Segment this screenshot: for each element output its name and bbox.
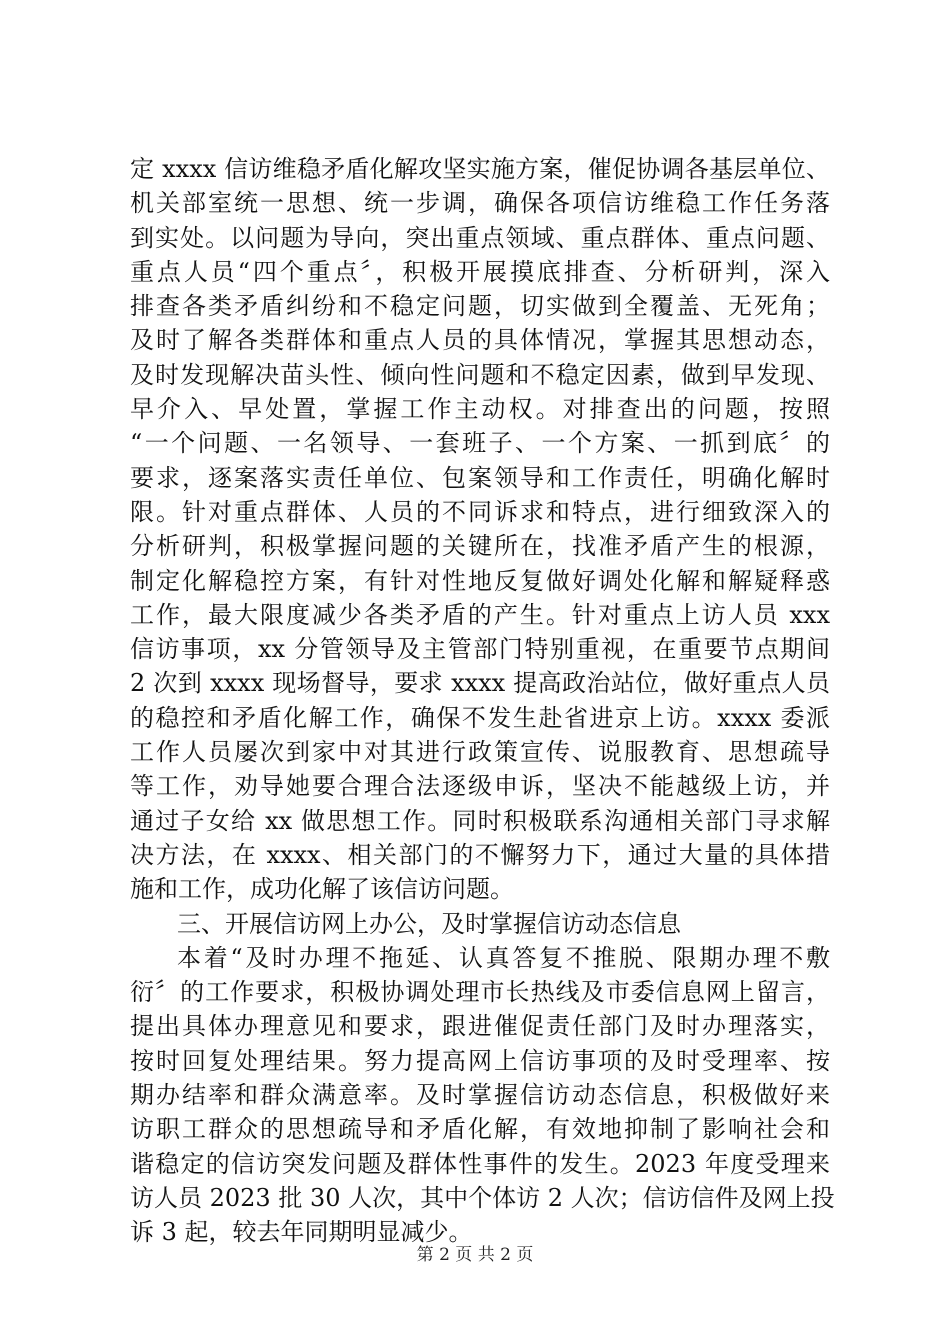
document-body [130, 152, 835, 1250]
body-line: 决方法，在 xxxx、相关部门的不懈努力下，通过大量的具体措 [130, 840, 830, 869]
body-line: 工作人员屡次到家中对其进行政策宣传、说服教育、思想疏导 [130, 738, 830, 767]
section-line: 诉 3 起，较去年同期明显减少。 [130, 1218, 473, 1247]
body-line: “一个问题、一名领导、一套班子、一个方案、一抓到底〞的 [130, 429, 830, 458]
section-line: 提出具体办理意见和要求，跟进催促责任部门及时办理落实， [130, 1012, 830, 1041]
body-line: 要求，逐案落实责任单位、包案领导和工作责任，明确化解时 [130, 463, 830, 492]
body-line: 的稳控和矛盾化解工作，确保不发生赴省进京上访。xxxx 委派 [130, 703, 830, 732]
section-heading: 三、开展信访网上办公，及时掌握信访动态信息 [177, 909, 681, 938]
body-line: 机关部室统一思想、统一步调，确保各项信访维稳工作任务落 [130, 189, 830, 218]
body-line: 通过子女给 xx 做思想工作。同时积极联系沟通相关部门寻求解 [130, 806, 830, 835]
body-line: 施和工作，成功化解了该信访问题。 [130, 875, 514, 904]
page-number-footer: 第 2 页 共 2 页 [416, 1245, 534, 1265]
body-line: 重点人员“四个重点〞，积极开展摸底排查、分析研判，深入 [130, 257, 830, 286]
body-line: 信访事项，xx 分管领导及主管部门特别重视，在重要节点期间 [130, 635, 830, 664]
body-line: 工作，最大限度减少各类矛盾的产生。针对重点上访人员 xxx [130, 600, 830, 629]
section-line: 本着“及时办理不拖延、认真答复不推脱、限期办理不敷 [177, 943, 830, 972]
section-line: 访职工群众的思想疏导和矛盾化解，有效地抑制了影响社会和 [130, 1115, 830, 1144]
body-line: 等工作，劝导她要合理合法逐级申诉，坚决不能越级上访，并 [130, 772, 830, 801]
body-line: 到实处。以问题为导向，突出重点领域、重点群体、重点问题、 [130, 223, 830, 252]
body-line: 限。针对重点群体、人员的不同诉求和特点，进行细致深入的 [130, 497, 830, 526]
body-line: 2 次到 xxxx 现场督导，要求 xxxx 提高政治站位，做好重点人员 [130, 669, 830, 698]
body-line: 早介入、早处置，掌握工作主动权。对排查出的问题，按照 [130, 395, 830, 424]
body-line: 定 xxxx 信访维稳矛盾化解攻坚实施方案，催促协调各基层单位、 [130, 155, 830, 183]
section-line: 访人员 2023 批 30 人次，其中个体访 2 人次；信访信件及网上投 [130, 1183, 835, 1212]
body-line: 排查各类矛盾纠纷和不稳定问题，切实做到全覆盖、无死角； [130, 292, 830, 321]
section-line: 谐稳定的信访突发问题及群体性事件的发生。2023 年度受理来 [130, 1149, 830, 1178]
body-line: 分析研判，积极掌握问题的关键所在，找准矛盾产生的根源， [130, 532, 830, 561]
body-line: 及时发现解决苗头性、倾向性问题和不稳定因素，做到早发现、 [130, 360, 830, 389]
body-line: 制定化解稳控方案，有针对性地反复做好调处化解和解疑释惑 [130, 566, 830, 595]
body-line: 及时了解各类群体和重点人员的具体情况，掌握其思想动态， [130, 326, 830, 355]
section-line: 期办结率和群众满意率。及时掌握信访动态信息，积极做好来 [130, 1081, 830, 1110]
section-line: 衍〞的工作要求，积极协调处理市长热线及市委信息网上留言， [130, 978, 830, 1007]
section-line: 按时回复处理结果。努力提高网上信访事项的及时受理率、按 [130, 1046, 830, 1075]
